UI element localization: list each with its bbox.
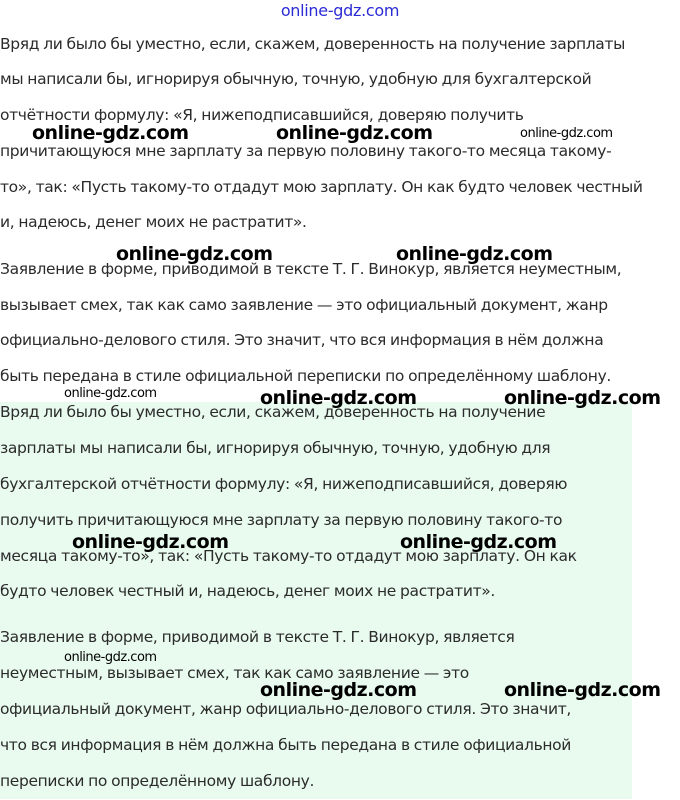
watermark: online-gdz.com (504, 679, 661, 701)
green-p1-line: бухгалтерской отчётности формулу: «Я, нижеподписавшийся, доверяю (0, 475, 568, 493)
plain-p2-line: официально-делового стиля. Это значит, что вся информация в нём должна (0, 331, 604, 349)
watermark: online-gdz.com (520, 126, 613, 141)
green-p1-line: месяца такому-то», так: «Пусть такому-то отдадут мою зарплату. Он как (0, 547, 577, 565)
plain-p1-line: мы написали бы, игнорируя обычную, точную, удобную для бухгалтерской (0, 70, 592, 88)
plain-p2-line: Заявление в форме, приводимой в тексте Т. Г. Винокур, является неуместным, (0, 260, 622, 278)
plain-p1-line: Вряд ли было бы уместно, если, скажем, доверенность на получение зарплаты (0, 35, 625, 53)
green-p1-line: получить причитающуюся мне зарплату за первую половину такого-то (0, 511, 563, 529)
plain-p2-line: быть передана в стиле официальной переписки по определённому шаблону. (0, 367, 611, 385)
green-p1-line: Вряд ли было бы уместно, если, скажем, доверенность на получение (0, 403, 546, 421)
watermark: online-gdz.com (396, 243, 553, 265)
plain-p1-line: отчётности формулу: «Я, нижеподписавшийся, доверяю получить (0, 106, 524, 124)
plain-p1-line: причитающуюся мне зарплату за первую половину такого-то месяца такому- (0, 142, 612, 160)
watermark: online-gdz.com (116, 243, 273, 265)
watermark: online-gdz.com (72, 531, 229, 553)
watermark: online-gdz.com (32, 122, 189, 144)
green-p2-line: Заявление в форме, приводимой в тексте Т. Г. Винокур, является (0, 628, 515, 646)
plain-p2-line: вызывает смех, так как само заявление — это официальный документ, жанр (0, 296, 608, 314)
watermark: online-gdz.com (400, 531, 557, 553)
green-p1-line: зарплаты мы написали бы, игнорируя обычную, точную, удобную для (0, 439, 551, 457)
watermark: online-gdz.com (260, 387, 417, 409)
watermark: online-gdz.com (64, 650, 157, 665)
watermark: online-gdz.com (276, 122, 433, 144)
watermark: online-gdz.com (64, 386, 157, 401)
green-p2-line: что вся информация в нём должна быть передана в стиле официальной (0, 736, 572, 754)
watermark: online-gdz.com (504, 387, 661, 409)
plain-p1-line: то», так: «Пусть такому-то отдадут мою зарплату. Он как будто человек честный (0, 178, 643, 196)
green-p2-line: переписки по определённому шаблону. (0, 772, 315, 790)
green-p1-line: будто человек честный и, надеюсь, денег моих не растратит». (0, 582, 495, 600)
plain-p1-line: и, надеюсь, денег моих не растратит». (0, 213, 307, 231)
site-header[interactable]: online-gdz.com (280, 1, 400, 20)
watermark: online-gdz.com (260, 679, 417, 701)
green-p2-line: неуместным, вызывает смех, так как само заявление — это (0, 664, 469, 682)
green-p2-line: официальный документ, жанр официально-делового стиля. Это значит, (0, 700, 571, 718)
